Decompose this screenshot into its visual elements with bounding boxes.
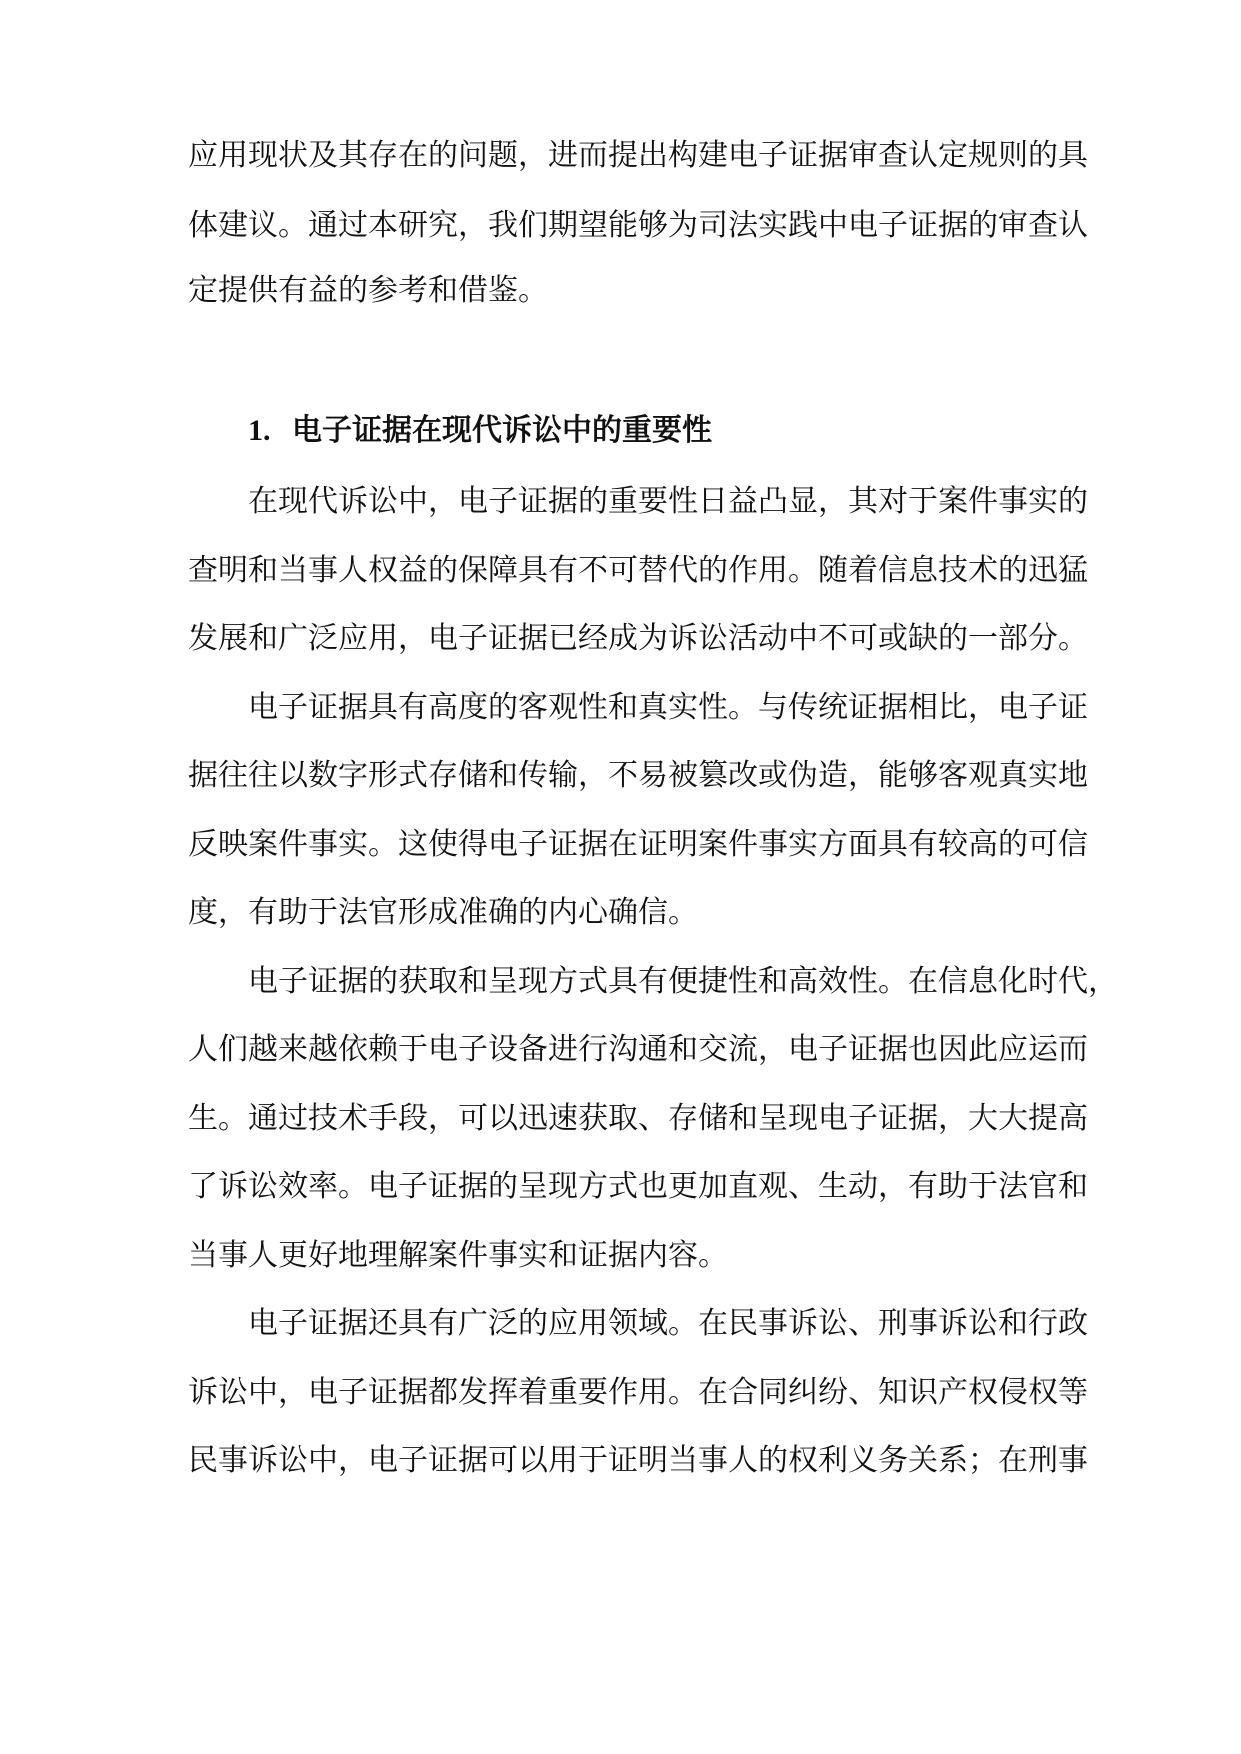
section-number: 1. (248, 414, 271, 447)
paragraph-3-line-2: 人们越来越依赖于电子设备进行沟通和交流，电子证据也因此应运而 (188, 1032, 1088, 1067)
section-title: 电子证据在现代诉讼中的重要性 (292, 413, 712, 448)
paragraph-2-line-1: 电子证据具有高度的客观性和真实性。与传统证据相比，电子证 (248, 690, 1088, 725)
intro-line-3: 定提供有益的参考和借鉴。 (188, 273, 548, 308)
intro-line-2: 体建议。通过本研究，我们期望能够为司法实践中电子证据的审查认 (188, 208, 1088, 243)
paragraph-4-line-2: 诉讼中，电子证据都发挥着重要作用。在合同纠纷、知识产权侵权等 (188, 1375, 1088, 1410)
paragraph-1-line-3: 发展和广泛应用，电子证据已经成为诉讼活动中不可或缺的一部分。 (188, 621, 1088, 656)
paragraph-3-line-5: 当事人更好地理解案件事实和证据内容。 (188, 1238, 728, 1273)
paragraph-3-line-4: 了诉讼效率。电子证据的呈现方式也更加直观、生动，有助于法官和 (188, 1169, 1088, 1204)
paragraph-4-line-3: 民事诉讼中，电子证据可以用于证明当事人的权利义务关系；在刑事 (188, 1443, 1088, 1478)
paragraph-1-line-2: 查明和当事人权益的保障具有不可替代的作用。随着信息技术的迅猛 (188, 553, 1088, 588)
paragraph-2-line-2: 据往往以数字形式存储和传输，不易被篡改或伪造，能够客观真实地 (188, 758, 1088, 793)
paragraph-4-line-1: 电子证据还具有广泛的应用领域。在民事诉讼、刑事诉讼和行政 (248, 1306, 1088, 1341)
paragraph-3-line-1: 电子证据的获取和呈现方式具有便捷性和高效性。在信息化时代， (248, 964, 1118, 999)
paragraph-1-line-1: 在现代诉讼中，电子证据的重要性日益凸显，其对于案件事实的 (248, 484, 1088, 519)
intro-line-1: 应用现状及其存在的问题，进而提出构建电子证据审查认定规则的具 (188, 138, 1088, 173)
paragraph-3-line-3: 生。通过技术手段，可以迅速获取、存储和呈现电子证据，大大提高 (188, 1101, 1088, 1136)
section-heading (248, 402, 712, 460)
paragraph-2-line-4: 度，有助于法官形成准确的内心确信。 (188, 895, 698, 930)
paragraph-2-line-3: 反映案件事实。这使得电子证据在证明案件事实方面具有较高的可信 (188, 827, 1088, 862)
